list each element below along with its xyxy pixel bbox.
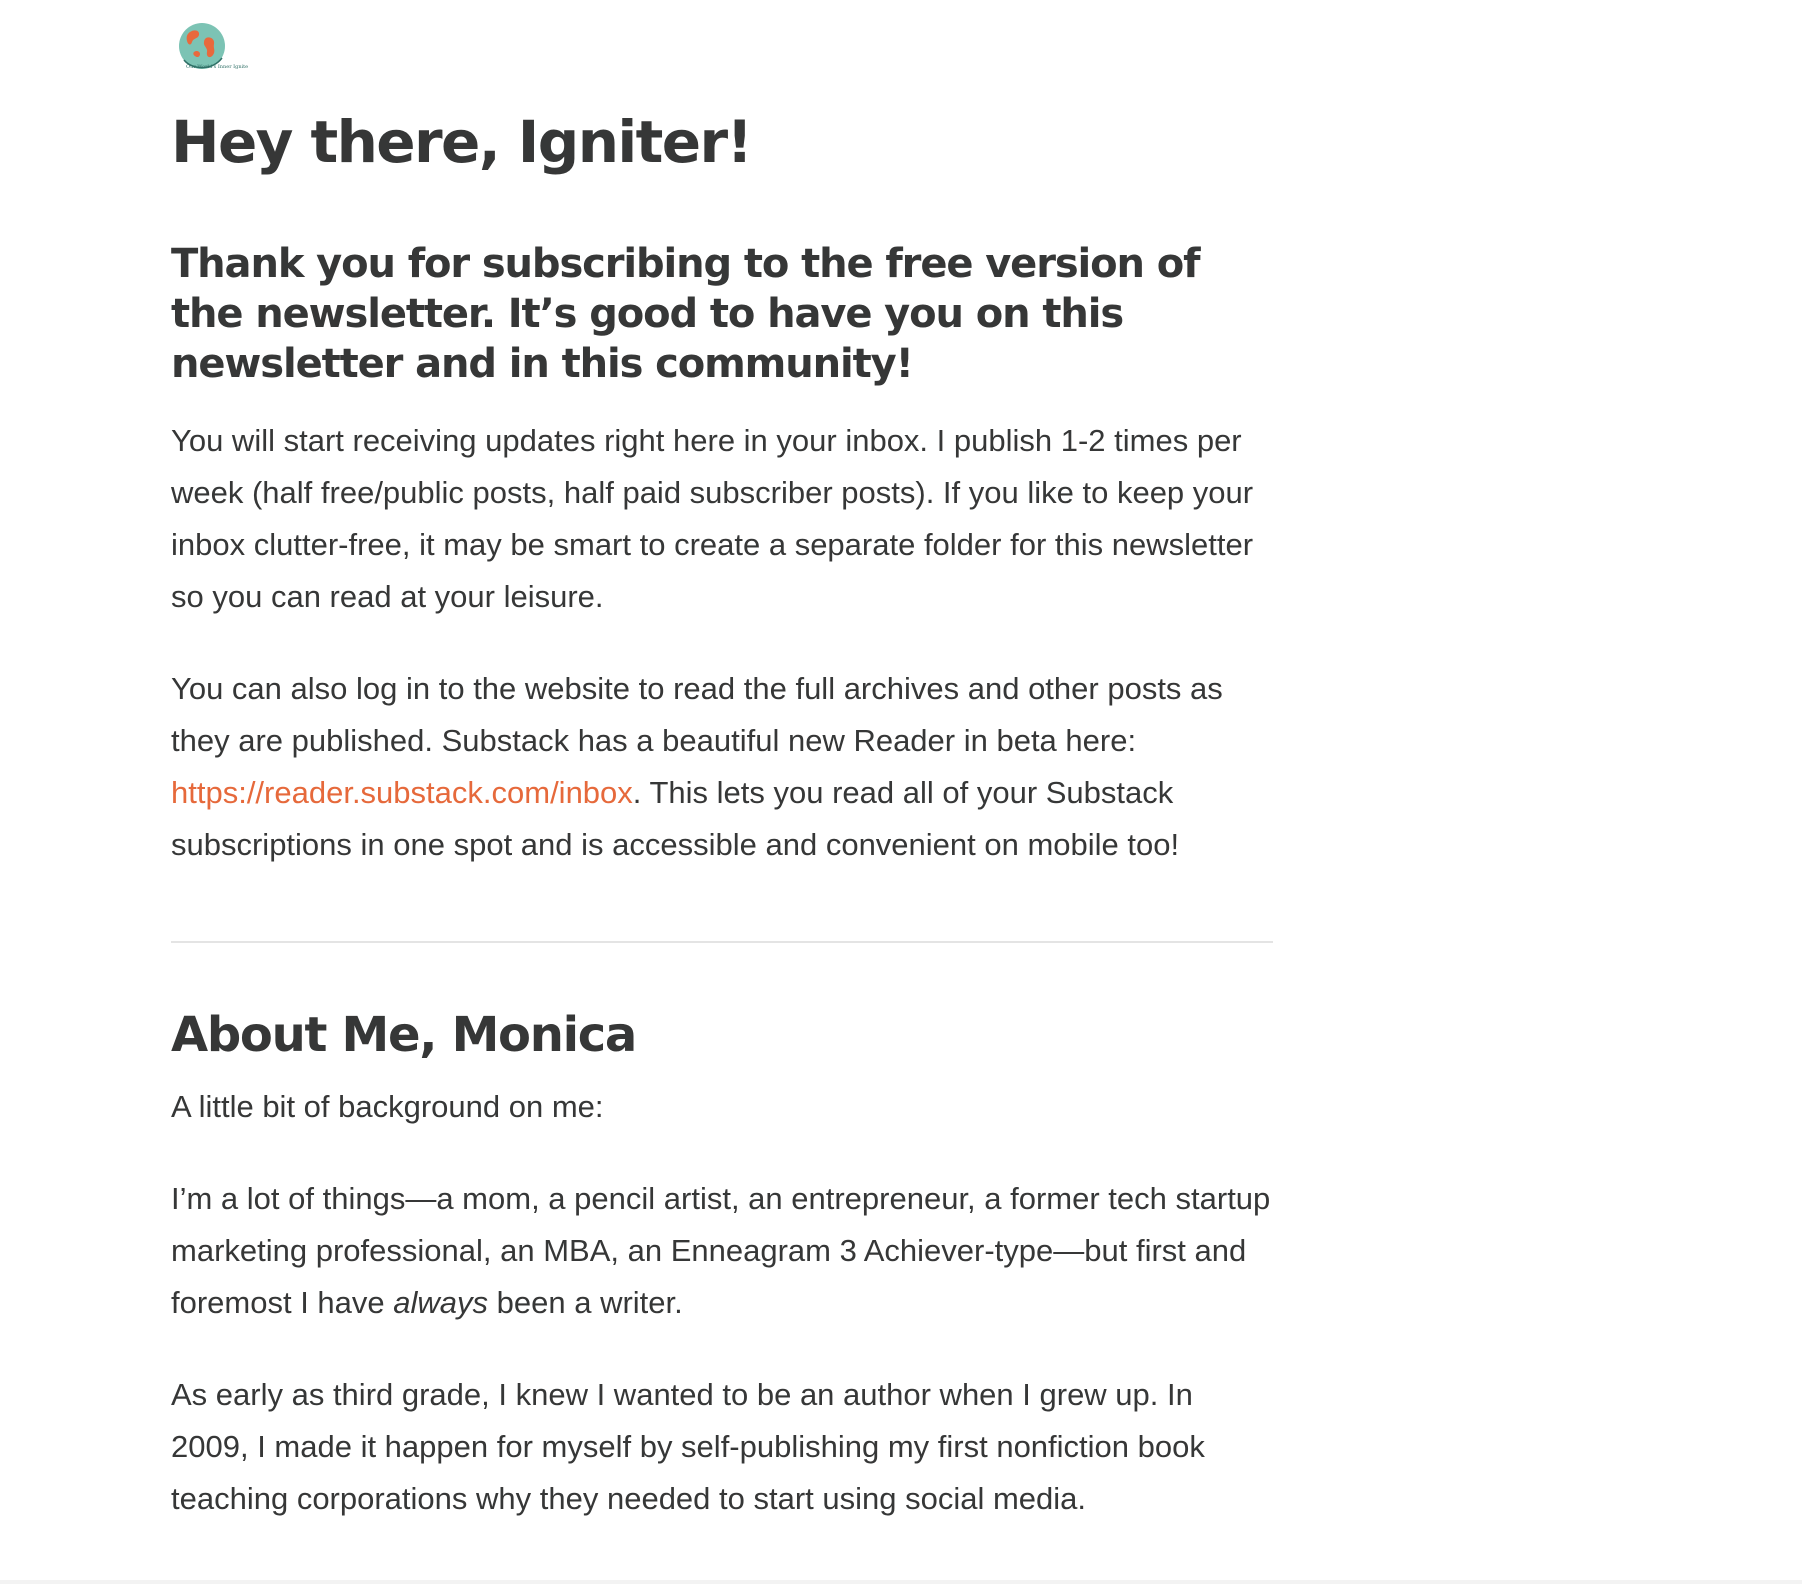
thanks-heading: Thank you for subscribing to the free version of the newsletter. It’s good to have you on this newsletter and in this community! <box>171 241 1200 387</box>
bottom-edge <box>0 1580 1802 1584</box>
paragraph-reader <box>171 663 1273 871</box>
greeting-heading: Hey there, Igniter! <box>171 108 752 176</box>
paragraph-author-history: As early as third grade, I knew I wanted to be an author when I grew up. In 2009, I made it happen for myself by self-publishing my first nonfiction book teaching corporations why they needed to start using social media. <box>171 1377 1205 1516</box>
email-content <box>171 20 1273 1525</box>
emphasis-always: always <box>393 1285 489 1320</box>
paragraph-reader-outro: . This lets you read all of your Substack subscriptions in one spot and is accessible and convenient on mobile too! <box>171 775 1180 862</box>
globe-logo-icon[interactable] <box>176 20 249 72</box>
about-heading: About Me, Monica <box>171 1007 636 1063</box>
section-divider <box>171 941 1273 943</box>
paragraph-identity <box>171 1173 1273 1329</box>
reader-inbox-link[interactable]: https://reader.substack.com/inbox <box>171 775 633 810</box>
paragraph-identity-start: I’m a lot of things—a mom, a pencil artist, an entrepreneur, a former tech startup marketing professional, an MBA, an Enneagram 3 Achiever-type—but first and foremost I have <box>171 1181 1271 1320</box>
paragraph-reader-intro: You can also log in to the website to read the full archives and other posts as they are published. Substack has a beautiful new Reader in beta here: <box>171 671 1223 758</box>
paragraph-updates: You will start receiving updates right here in your inbox. I publish 1-2 times per week (half free/public posts, half paid subscriber posts). If you like to keep your inbox clutter-free, it may be smart to create a separate folder for this newsletter so you can read at your leisure. <box>171 423 1254 614</box>
logo-text: Our World's Inner Ignite <box>186 64 249 70</box>
paragraph-background-intro: A little bit of background on me: <box>171 1089 604 1124</box>
paragraph-identity-end: been a writer. <box>488 1285 683 1320</box>
